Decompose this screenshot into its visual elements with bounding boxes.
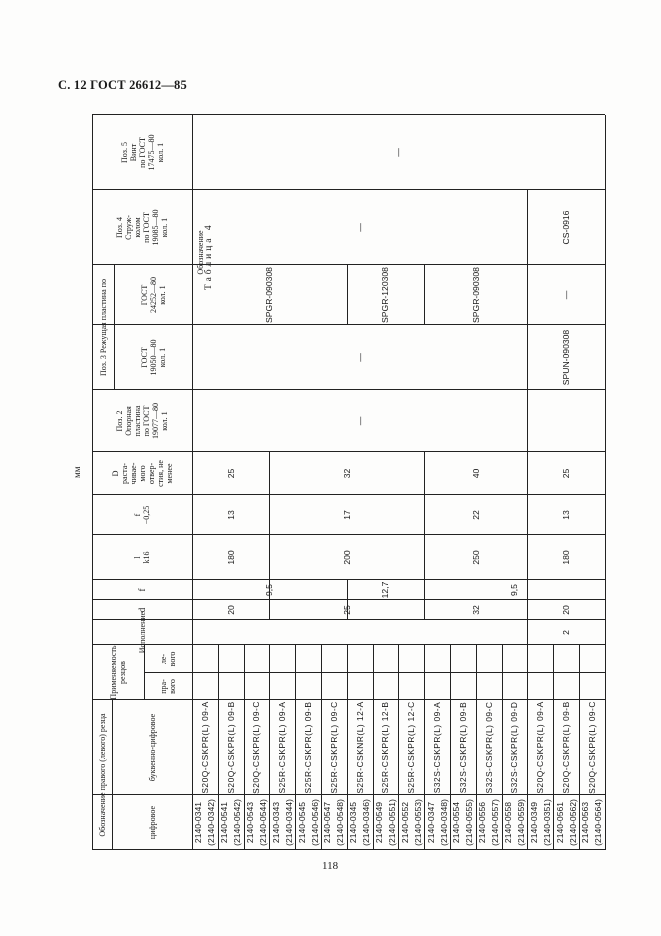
- row-name: S25R-CSKPR(L) 09-A: [277, 701, 288, 794]
- header-l: l k16: [133, 551, 151, 564]
- header-version: Исполнение: [137, 611, 147, 654]
- header-pos3: Поз. 3 Режущая пластина по: [98, 279, 108, 377]
- row-name: S20Q-CSKPR(L) 09-C: [251, 701, 262, 794]
- applicability-split: [144, 672, 605, 673]
- row-name: S32S-CSKPR(L) 09-A: [432, 701, 443, 794]
- row-code-alt: (2140-0344): [283, 799, 294, 846]
- header-left: ле- вого: [159, 651, 177, 667]
- D-value-25: 25: [225, 468, 236, 479]
- row-name: S25R-CSKPR(L) 12-B: [380, 701, 391, 794]
- row-code-alt: (2140-0544): [257, 799, 268, 846]
- row-name: S20Q-CSKPR(L) 09-B: [561, 701, 572, 794]
- row-name: S20Q-CSKPR(L) 09-C: [586, 701, 597, 794]
- header-alnum: буквенно-цифровое: [147, 713, 157, 782]
- row-code: 2140-0345: [348, 801, 359, 844]
- row-code: 2140-0545: [296, 801, 307, 844]
- gost24252-dash: —: [561, 290, 572, 300]
- d-value-20b: 20: [561, 605, 572, 615]
- spgr-value-1: SPGR-090308: [264, 267, 275, 323]
- row-code: 2140-0554: [451, 801, 462, 844]
- header-pos2: Поз. 2 Опорная пластина по ГОСТ 19077—80 кол. 1: [115, 403, 169, 439]
- f-value-95: 9,5: [264, 584, 275, 596]
- row-name: S20Q-CSKPR(L) 09-A: [199, 701, 210, 794]
- header-designation: Обозначение правого (левого) резца: [97, 713, 107, 837]
- row-code: 2140-0541: [219, 801, 230, 844]
- row-code-alt: (2140-0348): [438, 799, 449, 846]
- version-2: 2: [561, 630, 572, 635]
- row-code-alt: (2140-0559): [515, 799, 526, 846]
- row-code-alt: (2140-0557): [490, 799, 501, 846]
- row-code-alt: (2140-0346): [361, 799, 372, 846]
- row-code-alt: (2140-0342): [206, 799, 217, 846]
- header-gost19050: ГОСТ 19050—80 кол. 1: [139, 339, 167, 376]
- row-name: S25R-CSKPR(L) 09-C: [328, 701, 339, 794]
- table-label: Таблица 4: [204, 222, 214, 290]
- f2-value-22: 22: [470, 510, 481, 520]
- header-oboz: Обозначение: [195, 230, 205, 275]
- row-name: S32S-CSKPR(L) 09-B: [457, 701, 468, 794]
- row-code-alt: (2140-0542): [232, 799, 243, 846]
- row-code-alt: (2140-0548): [335, 799, 346, 846]
- f2-value-13b: 13: [561, 510, 572, 520]
- D-value-32: 32: [341, 468, 352, 479]
- header-D: D раста- чивае- мого отвер- стия, не менее: [110, 460, 174, 487]
- d-value-20: 20: [225, 605, 236, 615]
- l-value-250: 250: [470, 550, 481, 565]
- row-code: 2140-0349: [528, 801, 539, 844]
- row-code: 2140-0549: [374, 801, 385, 844]
- l-value-200: 200: [341, 550, 352, 565]
- cs-value: CS-0916: [561, 210, 572, 245]
- header-d: d: [137, 607, 147, 613]
- spgr-value-3: SPGR-090308: [470, 267, 481, 323]
- unit-label: мм: [72, 466, 82, 478]
- header-f: f: [137, 588, 147, 592]
- f-value-127: 12,7: [380, 581, 391, 599]
- header-f2: f −0,25: [133, 505, 151, 525]
- gost19050-dash: —: [354, 353, 365, 362]
- row-code-alt: (2140-0351): [541, 799, 552, 846]
- row-code: 2140-0552: [399, 801, 410, 844]
- D-value-25b: 25: [561, 468, 572, 479]
- D-value-40: 40: [470, 468, 481, 479]
- row-code: 2140-0341: [193, 801, 204, 844]
- row-name: S32S-CSKPR(L) 09-C: [483, 701, 494, 794]
- header-pos5: Поз. 5 Винт по ГОСТ 17475—80 кол. 1: [119, 134, 165, 171]
- header-gost24252: ГОСТ 24252—80 кол. 1: [139, 277, 167, 313]
- row-code-alt: (2140-0564): [593, 799, 604, 846]
- page-header: С. 12 ГОСТ 26612—85: [58, 78, 187, 92]
- row-name: S20Q-CSKPR(L) 09-B: [225, 701, 236, 794]
- spun-value: SPUN-090308: [561, 329, 572, 386]
- row-code-alt: (2140-0546): [309, 799, 320, 846]
- row-name: S25R-CSKPR(L) 09-B: [303, 701, 314, 794]
- row-name: S32S-CSKPR(L) 09-D: [509, 701, 520, 794]
- l-value-180: 180: [225, 550, 236, 565]
- row-code: 2140-0347: [425, 801, 436, 844]
- row-code: 2140-0561: [554, 801, 565, 844]
- row-code: 2140-0563: [580, 801, 591, 844]
- f2-value-17: 17: [341, 510, 352, 520]
- f-value-95b: 9,5: [509, 584, 520, 596]
- d-value-32: 32: [470, 605, 481, 615]
- pos5-dash: —: [393, 148, 404, 157]
- row-name: S25R-CSKPR(L) 12-C: [406, 701, 417, 794]
- l-value-180b: 180: [561, 550, 572, 565]
- row-code-alt: (2140-0555): [464, 799, 475, 846]
- page-number: 118: [322, 860, 339, 872]
- header-applicability: Применяемость резцов: [109, 645, 127, 700]
- table-4: [92, 110, 640, 850]
- header-right: пра- вого: [159, 679, 177, 694]
- f2-value-13: 13: [225, 510, 236, 520]
- pos4-dash: —: [354, 223, 365, 232]
- row-name: S25R-CSKNR(L) 12-A: [354, 701, 365, 794]
- row-code: 2140-0556: [477, 801, 488, 844]
- d-value-25: 25: [341, 605, 352, 615]
- row-name: S20Q-CSKPR(L) 09-A: [535, 701, 546, 794]
- row-code-alt: (2140-0553): [412, 799, 423, 846]
- row-code: 2140-0543: [245, 801, 256, 844]
- row-code-alt: (2140-0562): [567, 799, 578, 846]
- header-digital: цифровое: [147, 805, 157, 840]
- table-bottom-rule: [605, 115, 606, 850]
- header-pos4: Поз. 4 Струж- колом по ГОСТ 19085—80 кол. 1: [115, 209, 169, 246]
- spgr-value-2: SPGR-120308: [380, 267, 391, 323]
- pos2-rule: [527, 390, 528, 452]
- pos2-dash: —: [354, 416, 365, 426]
- row-code: 2140-0547: [322, 801, 333, 844]
- row-code: 2140-0558: [503, 801, 514, 844]
- row-code: 2140-0343: [270, 801, 281, 844]
- row-code-alt: (2140-0551): [386, 799, 397, 846]
